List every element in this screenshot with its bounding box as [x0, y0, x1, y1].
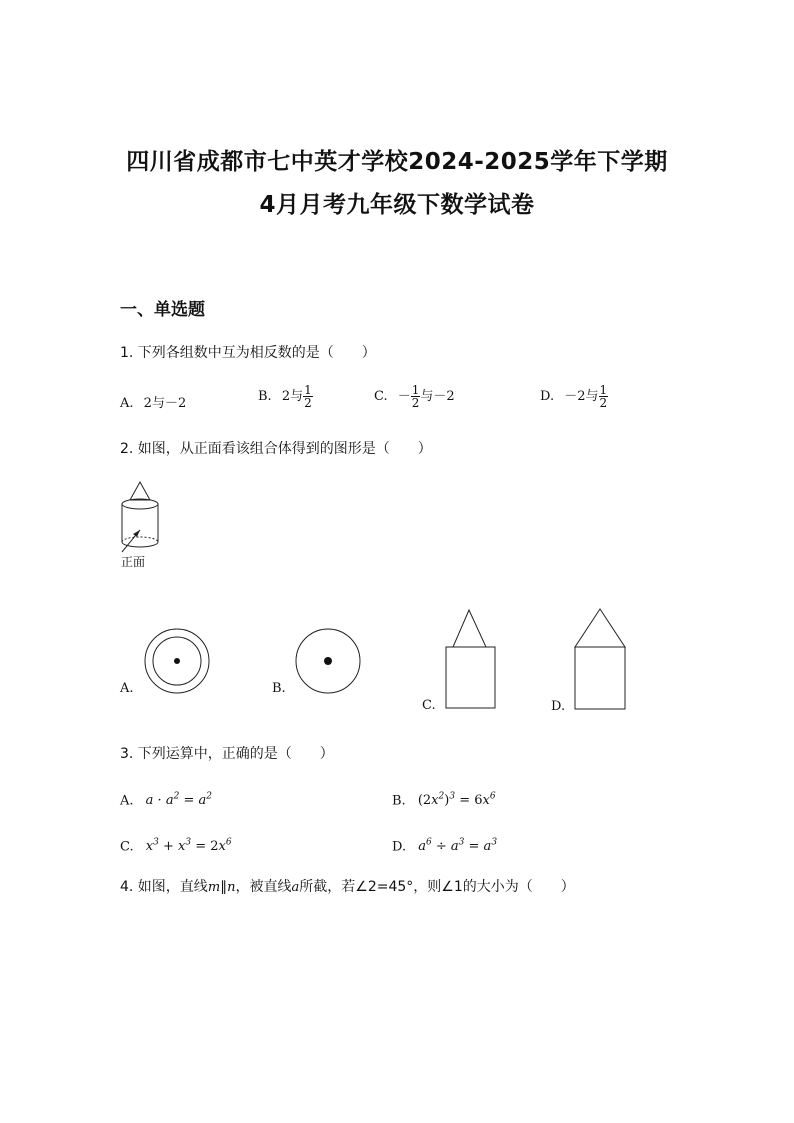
q3-option-a-label: A.: [120, 793, 134, 809]
question-2-stem: 2. 如图，从正面看该组合体得到的图形是（ ）: [120, 441, 432, 457]
q1-option-d-label: D.: [540, 389, 555, 404]
q1-option-c[interactable]: [374, 384, 455, 409]
page-title-line2: 4月月考九年级下数学试卷: [259, 192, 535, 218]
q2-option-a-label[interactable]: A.: [120, 681, 134, 696]
q4-stem-a: a: [291, 880, 300, 895]
q1-option-a-text: 2与－2: [143, 396, 187, 411]
q2-option-c-label[interactable]: C.: [422, 698, 436, 713]
q3-option-b-expr: $(2x^2)^3 = 6x^6$: [417, 792, 496, 809]
q2-option-d-label[interactable]: D.: [551, 699, 566, 714]
q3-option-d-label: D.: [392, 839, 407, 855]
q3-option-b[interactable]: [392, 792, 496, 808]
q4-stem-part2: ，被直线: [235, 879, 292, 895]
q3-option-a[interactable]: [120, 792, 212, 808]
question-3-stem: 3. 下列运算中，正确的是（ ）: [120, 746, 334, 762]
q3-option-c-label: C.: [120, 839, 134, 855]
q4-stem-part3: 所截，若∠2=45°，则∠1的大小为（ ）: [299, 879, 575, 895]
q1-option-b-fraction: $\frac{1}{2}$: [304, 383, 312, 410]
q4-stem-part1: 4. 如图，直线: [120, 879, 208, 895]
q4-stem-parallel: ∥: [220, 879, 228, 895]
q2-option-c-figure[interactable]: [443, 607, 499, 711]
q1-option-d-text: －2与: [564, 389, 599, 404]
q3-option-b-label: B.: [392, 793, 406, 809]
q3-option-c-expr: $x^3 + x^3 = 2x^6$: [145, 838, 232, 855]
q1-option-a[interactable]: [120, 392, 186, 411]
q2-figure-caption: 正面: [121, 555, 146, 569]
section-title: 一、单选题: [120, 300, 205, 320]
q2-option-b-figure[interactable]: [293, 626, 363, 696]
q1-option-c-fraction: $\frac{1}{2}$: [411, 383, 420, 410]
q1-option-d-fraction: $\frac{1}{2}$: [599, 383, 608, 410]
question-4-stem: [120, 876, 575, 896]
q1-option-b-text: 2与: [281, 389, 304, 404]
q2-option-a-figure[interactable]: [142, 626, 212, 696]
q2-option-b-label[interactable]: B.: [272, 681, 286, 696]
cone-shape: [130, 482, 150, 500]
q1-option-d[interactable]: [540, 384, 608, 409]
q1-option-c-suffix: 与－2: [420, 389, 455, 404]
q1-option-c-label: C.: [374, 389, 388, 404]
page-title-line1: 四川省成都市七中英才学校2024-2025学年下学期: [126, 149, 668, 175]
q1-option-b-label: B.: [258, 389, 272, 404]
question-1-stem: 1. 下列各组数中互为相反数的是（ ）: [120, 345, 376, 361]
q4-stem-n: n: [227, 880, 236, 895]
q1-option-a-label: A.: [120, 396, 134, 411]
q3-option-a-expr: $a \cdot a^2 = a^2$: [145, 792, 212, 809]
q3-option-d-expr: $a^6 \div a^3 = a^3$: [418, 838, 498, 855]
q3-option-d[interactable]: [392, 838, 497, 854]
q1-option-c-prefix: －: [397, 389, 411, 404]
q1-option-b[interactable]: [258, 384, 313, 409]
q4-stem-m: m: [207, 880, 221, 895]
q3-option-c[interactable]: [120, 838, 232, 854]
q2-option-d-figure[interactable]: [572, 607, 630, 711]
